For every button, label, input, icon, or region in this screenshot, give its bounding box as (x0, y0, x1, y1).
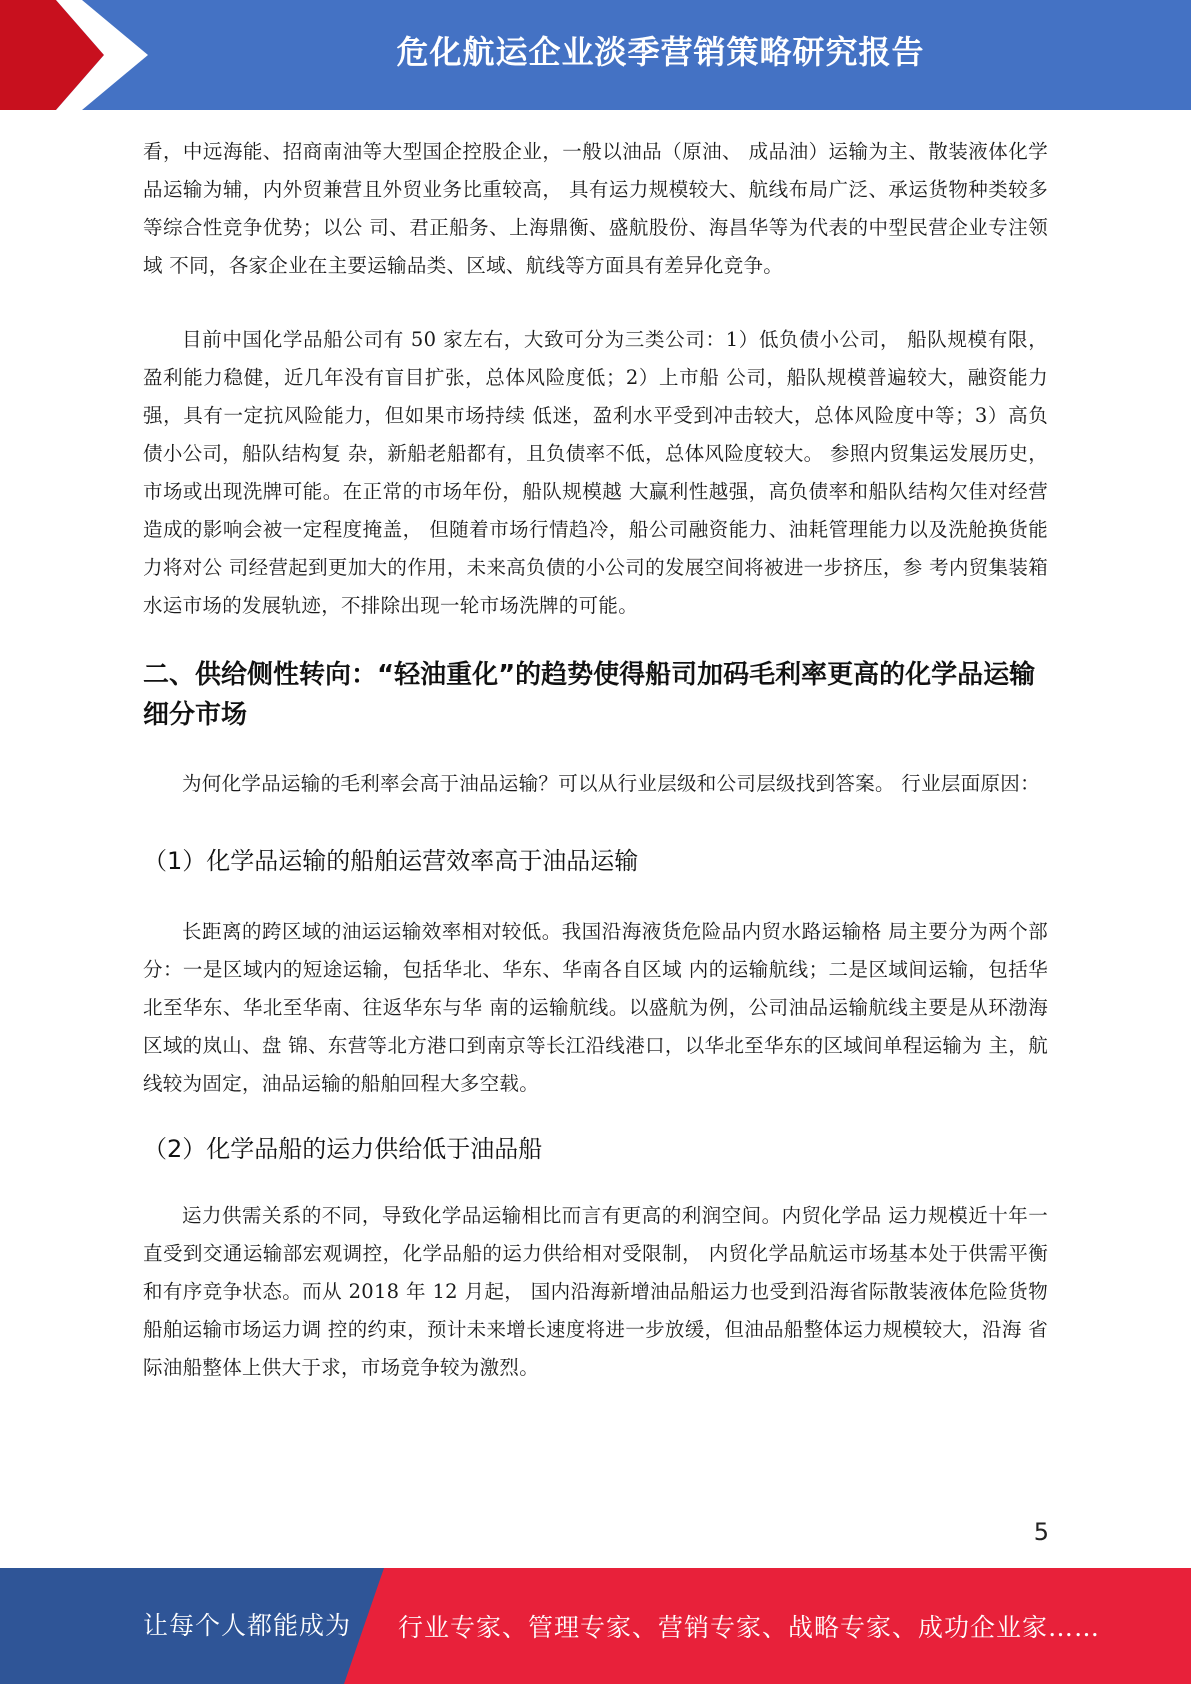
section-heading: 二、供给侧性转向：“轻油重化”的趋势使得船司加码毛利率更高的化学品运输 细分市场 (143, 660, 1036, 730)
document-body (143, 133, 1048, 1387)
paragraph-capacity: 运力供需关系的不同，导致化学品运输相比而言有更高的利润空间。内贸化学品 运力规模近十年一直受到交通运输部宏观调控，化学品船的运力供给相对受限制， 内贸化学品航运市场基本处于供需平衡和有序竞争状态。而从 2018 年 12 月起， 国内沿海新增油品船运力也受到沿海省际散装液体危险货物船舶运输市场运力调 控的约束，预计未来增长速度将进一步放缓，但油品船整体运力规模较大，沿海 省际油船整体上供大于求，市场竞争较为激烈。 (143, 1204, 1048, 1379)
footer-slogan-right: 行业专家、管理专家、营销专家、战略专家、成功企业家…… (398, 1613, 1101, 1642)
paragraph-company-types: 目前中国化学品船公司有 50 家左右，大致可分为三类公司：1）低负债小公司， 船队规模有限，盈利能力稳健，近几年没有盲目扩张，总体风险度低；2）上市船 公司，船队规模普遍较大，融资能力强，具有一定抗风险能力，但如果市场持续 低迷，盈利水平受到冲击较大，总体风险度中等；3）高负债小公司，船队结构复 杂，新船老船都有，且负债率不低，总体风险度较大。 参照内贸集运发展历史，市场或出现洗牌可能。在正常的市场年份，船队规模越 大赢利性越强，高负债率和船队结构欠佳对经营造成的影响会被一定程度掩盖， 但随着市场行情趋冷，船公司融资能力、油耗管理能力以及洗舱换货能力将对公 司经营起到更加大的作用，未来高负债的小公司的发展空间将被进一步挤压，参 考内贸集装箱水运市场的发展轨迹，不排除出现一轮市场洗牌的可能。 (143, 328, 1048, 617)
paragraph-efficiency: 长距离的跨区域的油运运输效率相对较低。我国沿海液货危险品内贸水路运输格 局主要分为两个部分：一是区域内的短途运输，包括华北、华东、华南各自区域 内的运输航线；二是区域间运输，包括华北至华东、华北至华南、往返华东与华 南的运输航线。以盛航为例，公司油品运输航线主要是从环渤海区域的岚山、盘 锦、东营等北方港口到南京等长江沿线港口，以华北至华东的区域间单程运输为 主，航线较为固定，油品运输的船舶回程大多空载。 (143, 920, 1048, 1095)
page-header (0, 0, 1191, 110)
page-number: 5 (1033, 1518, 1049, 1546)
subheading-efficiency: （1）化学品运输的船舶运营效率高于油品运输 (143, 847, 639, 875)
report-title: 危化航运企业淡季营销策略研究报告 (396, 33, 925, 71)
paragraph-margin-question: 为何化学品运输的毛利率会高于油品运输？可以从行业层级和公司层级找到答案。 行业层面原因： (182, 772, 1040, 795)
header-arrow-decoration (0, 0, 160, 110)
page-footer (0, 1568, 1191, 1684)
footer-slogan-left: 让每个人都能成为 (143, 1611, 352, 1640)
subheading-capacity: （2）化学品船的运力供给低于油品船 (143, 1135, 543, 1163)
paragraph-competition: 看，中远海能、招商南油等大型国企控股企业，一般以油品（原油、 成品油）运输为主、散装液体化学品运输为辅，内外贸兼营且外贸业务比重较高， 具有运力规模较大、航线布局广泛、承运货物种类较多等综合性竞争优势；以公 司、君正船务、上海鼎衡、盛航股份、海昌华等为代表的中型民营企业专注领域 不同，各家企业在主要运输品类、区域、航线等方面具有差异化竞争。 (143, 140, 1048, 277)
